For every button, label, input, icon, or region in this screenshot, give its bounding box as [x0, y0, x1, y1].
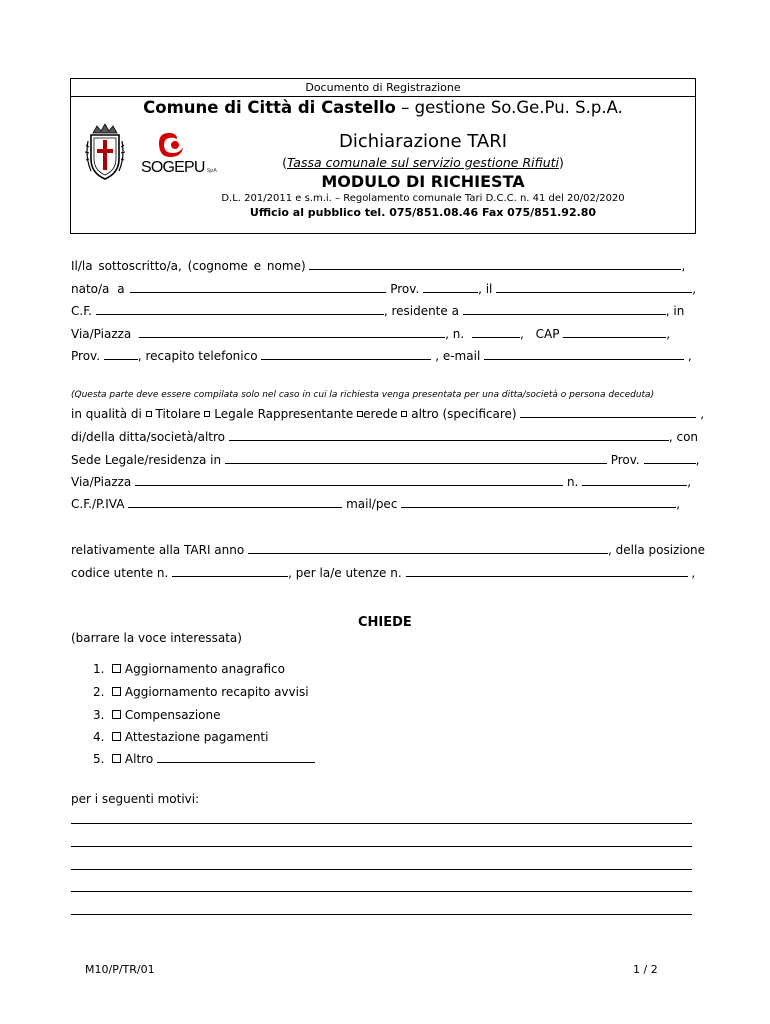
- header-box: [70, 78, 696, 234]
- residence-label: , residente a: [383, 304, 459, 318]
- form-title: Dichiarazione TARI: [338, 131, 508, 152]
- vat-label: C.F./P.IVA: [71, 497, 125, 511]
- applicant-name-label: Il/la sottoscritto/a, (cognome e nome): [71, 259, 306, 273]
- position-label: , della posizione: [608, 543, 706, 557]
- street-field[interactable]: [139, 327, 445, 338]
- sogepu-logo-icon: [153, 129, 187, 159]
- request-item-label: Aggiornamento anagrafico: [124, 662, 285, 676]
- residence-field[interactable]: [463, 304, 666, 315]
- company-con-label: , con: [668, 430, 699, 444]
- legale-checkbox[interactable]: [204, 411, 210, 417]
- office-contacts: Ufficio al pubblico tel. 075/851.08.46 Fax 075/851.92.80: [249, 206, 597, 219]
- cap-label: , CAP: [520, 327, 560, 341]
- phone-field[interactable]: [261, 349, 431, 360]
- company-street-number-field[interactable]: [582, 475, 687, 486]
- form-subtitle: (Tassa comunale sul servizio gestione Rifiuti): [282, 155, 564, 170]
- request-heading: CHIEDE: [358, 615, 412, 630]
- cap-field[interactable]: [563, 327, 666, 338]
- subtitle-text: Tassa comunale sul servizio gestione Rifiuti: [286, 155, 559, 170]
- reason-line-3[interactable]: [71, 869, 692, 870]
- contacts-row: Prov. , recapito telefonico , e-mail ,: [71, 349, 692, 363]
- request-item-number: 2.: [93, 685, 105, 699]
- request-item-label: Aggiornamento recapito avvisi: [124, 685, 309, 699]
- user-code-field[interactable]: [172, 566, 288, 577]
- request-item-checkbox[interactable]: [112, 710, 121, 719]
- request-item-2: [93, 685, 309, 699]
- applicant-name-field[interactable]: [309, 259, 681, 270]
- request-item-checkbox[interactable]: [112, 664, 121, 673]
- company-seat-prov-label: Prov.: [610, 453, 640, 467]
- company-vat-row: C.F./P.IVA mail/pec ,: [71, 497, 681, 511]
- request-item-label: Attestazione pagamenti: [124, 730, 269, 744]
- reason-line-2[interactable]: [71, 846, 692, 847]
- residence-in-label: , in: [665, 304, 685, 318]
- company-name-field[interactable]: [229, 430, 669, 441]
- sogepu-logo-text: SOGEPU: [141, 159, 205, 176]
- coat-of-arms-icon: [85, 123, 125, 183]
- request-item-4: [93, 730, 268, 744]
- request-item-5: [93, 752, 315, 766]
- modulo-title: MODULO DI RICHIESTA: [321, 172, 525, 191]
- company-address-row: Via/Piazza n. ,: [71, 475, 692, 489]
- birth-place-field[interactable]: [130, 282, 386, 293]
- titolare-label: Titolare: [155, 407, 201, 421]
- pec-field[interactable]: [401, 497, 676, 508]
- erede-label: erede: [363, 407, 398, 421]
- birth-prov-field[interactable]: [423, 282, 478, 293]
- birth-prov-label: Prov.: [390, 282, 420, 296]
- comune-name: Comune di Città di Castello: [143, 98, 396, 117]
- company-seat-row: Sede Legale/residenza in Prov. ,: [71, 453, 700, 467]
- doc-label: Documento di Registrazione: [71, 79, 695, 97]
- page-number: 1 / 2: [633, 963, 658, 976]
- law-reference: D.L. 201/2011 e s.m.i. – Regolamento comunale Tari D.C.C. n. 41 del 20/02/2020: [221, 193, 625, 204]
- altro-role-checkbox[interactable]: [401, 411, 407, 417]
- company-street-field[interactable]: [135, 475, 563, 486]
- company-note: (Questa parte deve essere compilata solo nel caso in cui la richiesta venga presentata per una ditta/società o persona deceduta): [71, 390, 655, 400]
- cf-label: C.F.: [71, 304, 92, 318]
- request-item-checkbox[interactable]: [112, 754, 121, 763]
- utenze-label: , per la/e utenze n.: [288, 566, 402, 580]
- request-item-number: 5.: [93, 752, 105, 766]
- altro-role-field[interactable]: [520, 407, 696, 418]
- legale-label: Legale Rappresentante: [214, 407, 354, 421]
- reason-line-1[interactable]: [71, 823, 692, 824]
- request-item-label: Altro: [124, 752, 154, 766]
- email-field[interactable]: [484, 349, 684, 360]
- company-seat-prov-field[interactable]: [644, 453, 696, 464]
- company-name-label: di/della ditta/società/altro: [71, 430, 226, 444]
- email-label: , e-mail: [435, 349, 481, 363]
- request-hint: (barrare la voce interessata): [71, 631, 242, 645]
- reason-line-5[interactable]: [71, 914, 692, 915]
- birth-date-label: , il: [478, 282, 493, 296]
- prov-label: Prov.: [71, 349, 101, 363]
- address-row: Via/Piazza , n. , CAP ,: [71, 327, 671, 341]
- request-item-1: [93, 662, 285, 676]
- street-number-label: , n.: [445, 327, 465, 341]
- phone-label: , recapito telefonico: [137, 349, 258, 363]
- comune-title: [71, 97, 695, 119]
- request-item-3: [93, 708, 221, 722]
- prov-field[interactable]: [104, 349, 138, 360]
- street-label: Via/Piazza: [71, 327, 132, 341]
- user-code-row: codice utente n. , per la/e utenze n. ,: [71, 566, 696, 580]
- company-street-number-label: n.: [566, 475, 579, 489]
- company-name-row: [71, 430, 698, 444]
- company-seat-label: Sede Legale/residenza in: [71, 453, 222, 467]
- role-label: in qualità di: [71, 407, 142, 421]
- request-item-number: 3.: [93, 708, 105, 722]
- company-seat-field[interactable]: [225, 453, 607, 464]
- cf-residence-row: [71, 304, 684, 318]
- tari-year-label: relativamente alla TARI anno: [71, 543, 245, 557]
- request-item-number: 1.: [93, 662, 105, 676]
- role-row: in qualità di Titolare Legale Rappresentante erede altro (specificare) ,: [71, 407, 705, 421]
- altro-request-field[interactable]: [157, 752, 315, 763]
- tari-year-field[interactable]: [248, 543, 608, 554]
- comune-gestione: – gestione So.Ge.Pu. S.p.A.: [395, 98, 623, 117]
- company-street-label: Via/Piazza: [71, 475, 132, 489]
- cf-field[interactable]: [96, 304, 384, 315]
- reason-line-4[interactable]: [71, 891, 692, 892]
- applicant-name-row: Il/la sottoscritto/a, (cognome e nome) ,: [71, 259, 686, 273]
- titolare-checkbox[interactable]: [146, 411, 152, 417]
- form-code: M10/P/TR/01: [85, 963, 155, 976]
- user-code-label: codice utente n.: [71, 566, 169, 580]
- altro-role-label: altro (specificare): [411, 407, 517, 421]
- tari-year-row: [71, 543, 705, 557]
- request-item-checkbox[interactable]: [112, 732, 121, 741]
- request-item-checkbox[interactable]: [112, 687, 121, 696]
- vat-field[interactable]: [128, 497, 342, 508]
- birth-date-field[interactable]: [496, 282, 692, 293]
- birth-place-label: nato/a a: [71, 282, 125, 296]
- sogepu-logo-suffix: SpA: [207, 168, 217, 174]
- reasons-label: per i seguenti motivi:: [71, 792, 200, 806]
- birth-row: nato/a a Prov. , il ,: [71, 282, 697, 296]
- street-number-field[interactable]: [472, 327, 520, 338]
- pec-label: mail/pec: [346, 497, 398, 511]
- request-item-label: Compensazione: [124, 708, 221, 722]
- utenze-field[interactable]: [406, 566, 688, 577]
- request-item-number: 4.: [93, 730, 105, 744]
